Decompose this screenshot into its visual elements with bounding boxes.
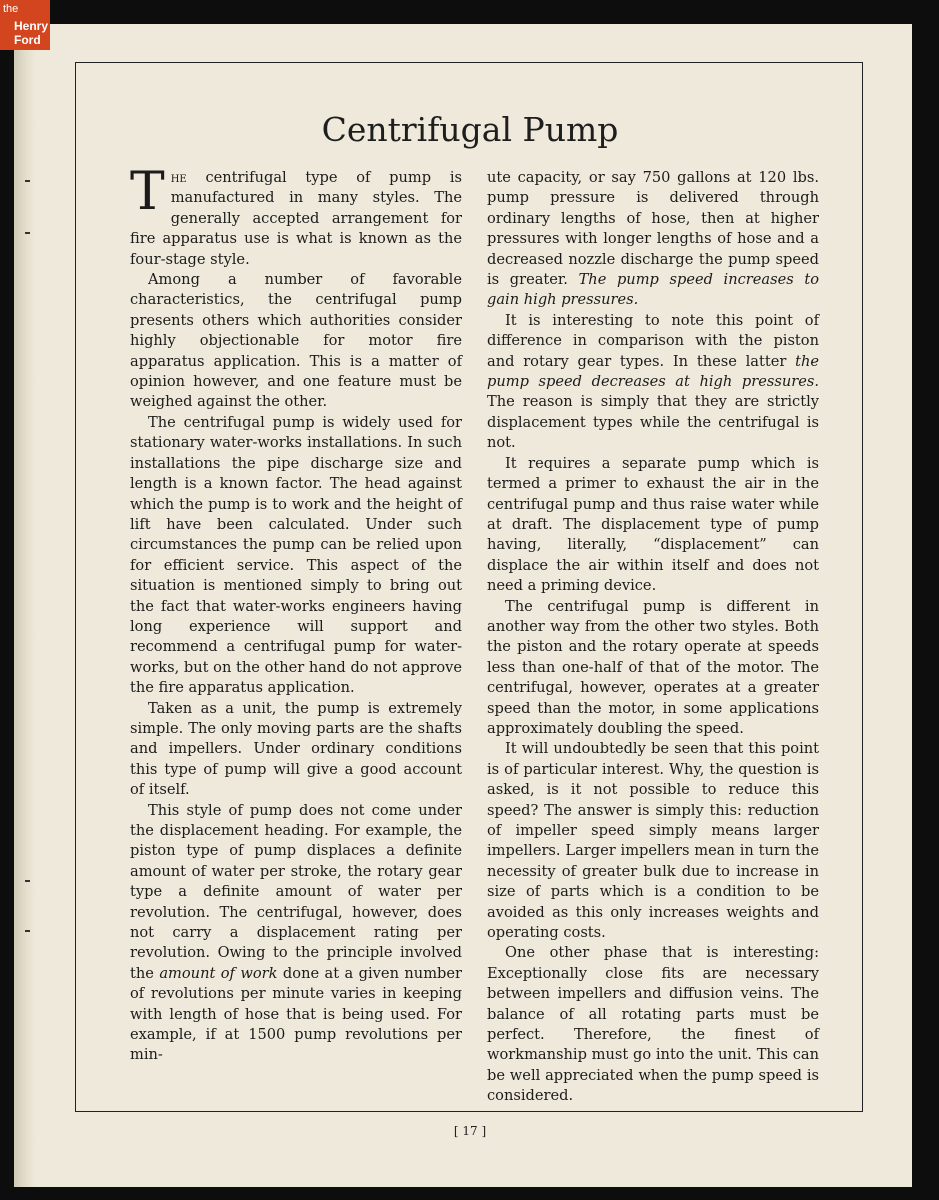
page-title: Centrifugal Pump <box>321 110 619 149</box>
paragraph: It is interesting to note this point of difference in comparison with the piston and rotary gear types. In these latter the pump speed decreases at high pressures. The reason is simply that they are strictly displacement types while the centrifugal is not. <box>487 311 819 452</box>
paragraph: One other phase that is interesting: Exceptionally close fits are necessary between impellers and diffusion veins. The balance of all rotating parts must be perfect. Therefore, the finest of workmanship must go into the unit. This can be well appreciated when the pump speed is considered. <box>487 944 819 1105</box>
paragraph: Among a number of favorable characteristics, the centrifugal pump presents others which authorities consider highly objectionable for motor fire apparatus application. This is a matter of opinion however, and one feature must be weighed against the other. <box>130 271 462 411</box>
paragraph: The centrifugal pump is widely used for stationary water-works installations. In such installations the pipe discharge size and length is a known factor. The head against which the pump is to work and the height of lift have been calculated. Under such circumstances the pump can be relied upon for efficient service. This aspect of the situation is mentioned simply to bring out the fact that water-works engineers having long experience will support and recommend a centrifugal pump for water-works, but on the other hand do not approve the fire apparatus application. <box>130 413 462 697</box>
margin-mark <box>25 180 30 182</box>
left-column <box>130 162 462 1066</box>
page-binding <box>14 24 36 1187</box>
paragraph: It will undoubtedly be seen that this point is of particular interest. Why, the question is asked, is it not possible to reduce this speed? The answer is simply this: reduction of impeller speed simply means larger impellers. Larger impellers mean in turn the necessity of greater bulk due to increase in size of parts which is a condition to be avoided as this only increases weights and operating costs. <box>487 740 819 942</box>
paragraph: The centrifugal pump is different in another way from the other two styles. Both the piston and the rotary operate at speeds less than one-half of that of the motor. The centrifugal, however, operates at a greater speed than the motor, in some applications approximately doubling the speed. <box>487 597 819 737</box>
paragraph: ute capacity, or say 750 gallons at 120 lbs. pump pressure is delivered through ordinary lengths of hose, then at higher pressures with longer lengths of hose and a decreased nozzle discharge the pump speed is greater. The pump speed increases to gain high pressures. <box>487 169 819 309</box>
page-number: [ 17 ] <box>453 1124 487 1138</box>
paragraph: It requires a separate pump which is termed a primer to exhaust the air in the centrifugal pump and thus raise water while at draft. The displacement type of pump having, literally, “displacement” can displace the air within itself and does not need a priming device. <box>487 454 819 595</box>
paragraph: This style of pump does not come under the displacement heading. For example, the piston type of pump displaces a definite amount of water per stroke, the rotary gear type a definite amount of water per revolution. The centrifugal, however, does not carry a displacement rating per revolution. Owing to the principle involved the amount of work done at a given number of revolutions per minute varies in keeping with length of hose that is being used. For example, if at 1500 pump revolutions per min- <box>130 801 462 1064</box>
margin-mark <box>25 930 30 932</box>
henry-ford-logo: the Henry Ford <box>0 0 50 50</box>
margin-mark <box>25 232 30 234</box>
drop-cap: T <box>130 162 165 222</box>
paragraph: The centrifugal type of pump is manufactured in many styles. The generally accepted arrangement for fire apparatus use is what is known as the four-stage style. <box>130 162 462 268</box>
right-column <box>487 168 819 1107</box>
margin-mark <box>25 880 30 882</box>
paragraph: Taken as a unit, the pump is extremely simple. The only moving parts are the shafts and impellers. Under ordinary conditions this type of pump will give a good account of itself. <box>130 699 462 799</box>
